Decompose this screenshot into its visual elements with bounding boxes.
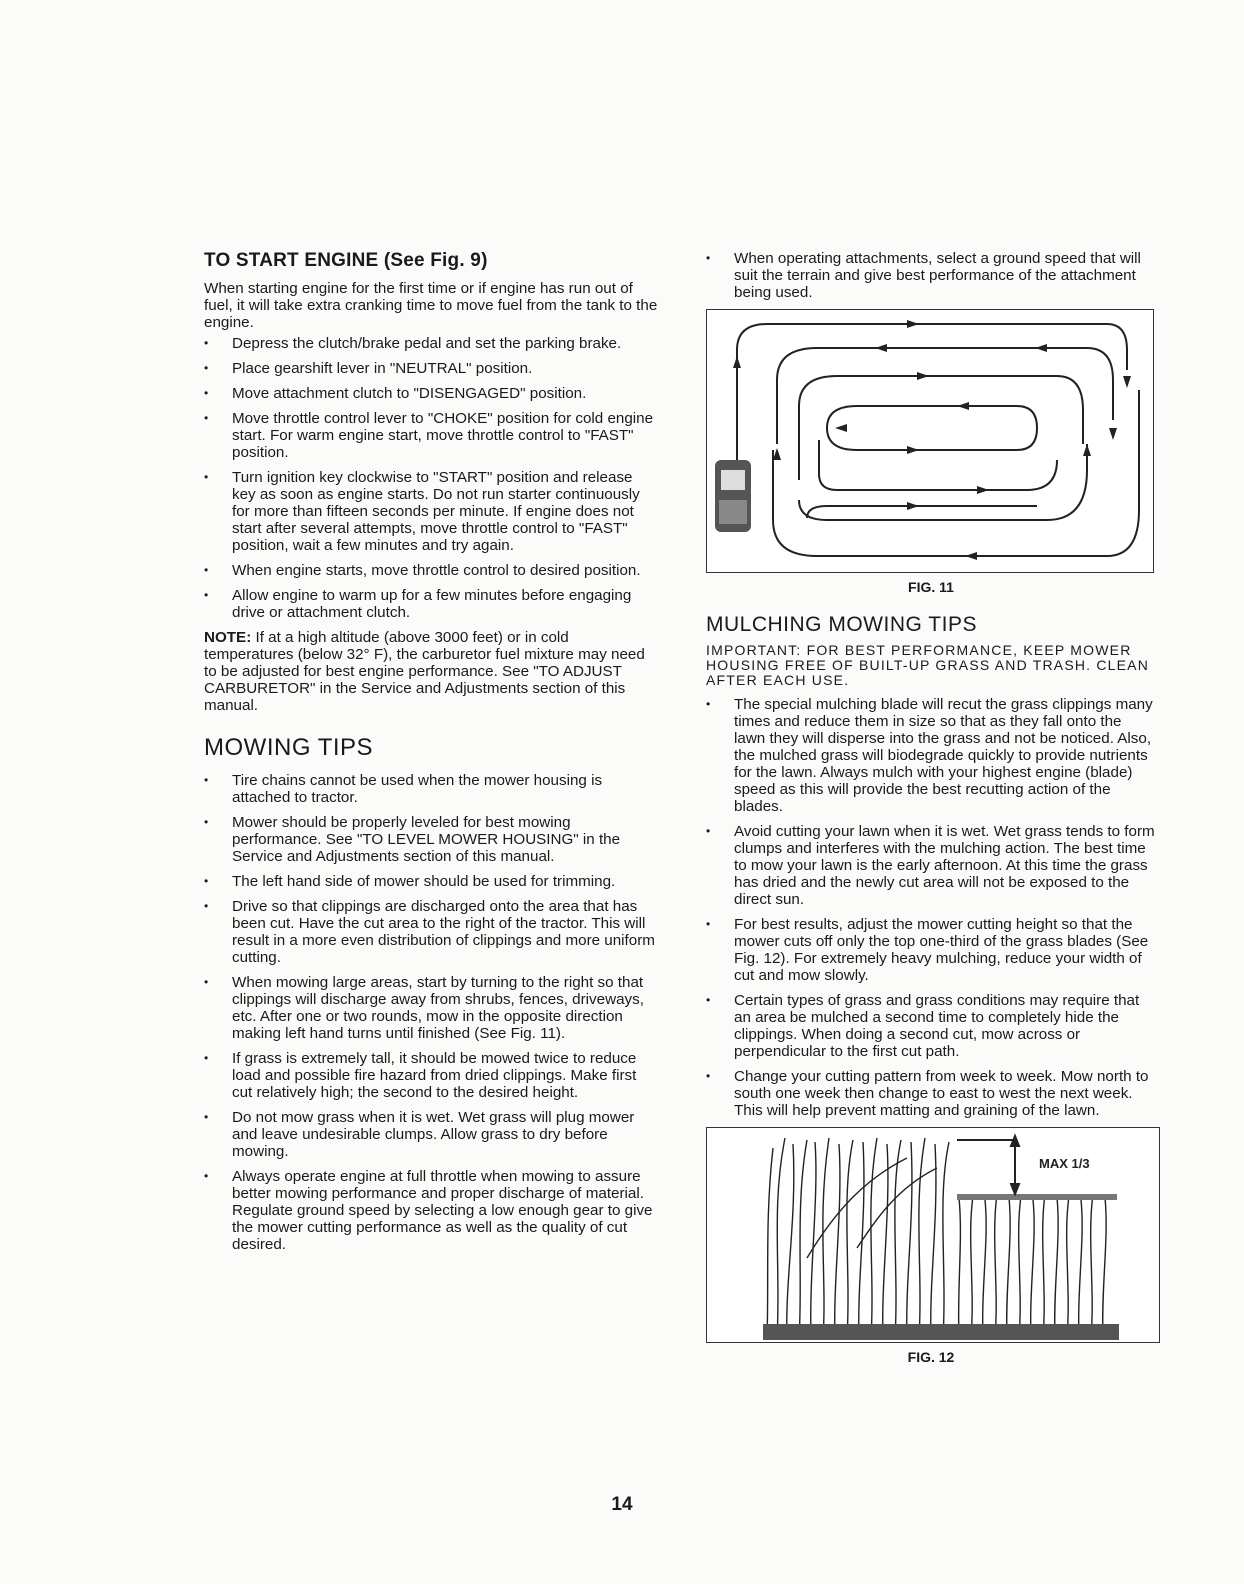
- max-one-third-label: MAX 1/3: [1039, 1156, 1090, 1171]
- list-item: • Tire chains cannot be used when the mower housing is attached to tractor.: [204, 772, 660, 806]
- fig12-grass-height: [706, 1127, 1160, 1343]
- fig11-caption: FIG. 11: [908, 579, 954, 595]
- start-engine-list: [204, 335, 660, 621]
- list-item: • Move attachment clutch to "DISENGAGED" position.: [204, 385, 660, 402]
- mowing-tips-continued: [706, 250, 1156, 301]
- list-item: • Avoid cutting your lawn when it is wet. Wet grass tends to form clumps and interferes with the mulching action. The best time to mow your lawn is the early afternoon. At this time the grass has dried and the newly cut area will not be exposed to the direct sun.: [706, 823, 1156, 908]
- right-column: [706, 250, 1156, 1379]
- list-item: • Turn ignition key clockwise to "START" position and release key as soon as engine starts. Do not run starter continuously for more than fifteen seconds per minute. If engine does not start after several attempts, move throttle control to "FAST" position, wait a few minutes and try again.: [204, 469, 660, 554]
- grass-illustration: [707, 1128, 1159, 1342]
- important-note: IMPORTANT: FOR BEST PERFORMANCE, KEEP MOWER HOUSING FREE OF BUILT-UP GRASS AND TRASH. CLEAN AFTER EACH USE.: [706, 642, 1150, 688]
- fig11-mowing-pattern: [706, 309, 1154, 573]
- mowing-tips-heading: MOWING TIPS: [204, 734, 374, 761]
- mulching-list: [706, 696, 1156, 1119]
- altitude-note: [204, 629, 660, 714]
- list-item: • When mowing large areas, start by turning to the right so that clippings will discharge away from shrubs, fences, driveways, etc. After one or two rounds, mow in the opposite direction making left hand turns until finished (See Fig. 11).: [204, 974, 660, 1042]
- page-number: 14: [611, 1494, 633, 1515]
- mowing-pattern-diagram: [707, 310, 1153, 572]
- mulching-heading: MULCHING MOWING TIPS: [706, 613, 977, 636]
- start-engine-intro: When starting engine for the first time or if engine has run out of fuel, it will take extra cranking time to move fuel from the tank to the engine.: [204, 280, 658, 331]
- list-item: • When engine starts, move throttle control to desired position.: [204, 562, 660, 579]
- list-item: • Place gearshift lever in "NEUTRAL" position.: [204, 360, 660, 377]
- list-item: • The left hand side of mower should be used for trimming.: [204, 873, 660, 890]
- list-item: • The special mulching blade will recut the grass clippings many times and reduce them in size so that as they fall onto the lawn they will disperse into the grass and not be noticed. Also, the mulched grass will biodegrade quickly to provide nutrients for the lawn. Always mulch with your highest engine (blade) speed as this will provide the best recutting action of the blades.: [706, 696, 1156, 815]
- list-item: • Always operate engine at full throttle when mowing to assure better mowing performance and proper discharge of material. Regulate ground speed by selecting a low enough gear to give the mower cutting performance as well as the quality of cut desired.: [204, 1168, 660, 1253]
- note-text: If at a high altitude (above 3000 feet) or in cold temperatures (below 32° F), the carburetor fuel mixture may need to be adjusted for best engine performance. See "TO ADJUST CARBURETOR" in the Service and Adjustments section of this manual.: [204, 629, 645, 714]
- list-item: • Do not mow grass when it is wet. Wet grass will plug mower and leave undesirable clumps. Allow grass to dry before mowing.: [204, 1109, 660, 1160]
- mowing-tips-list: [204, 772, 660, 1253]
- left-column: [204, 250, 660, 1261]
- start-engine-heading: TO START ENGINE (See Fig. 9): [204, 250, 488, 271]
- note-label: NOTE:: [204, 629, 252, 646]
- list-item: • Change your cutting pattern from week to week. Mow north to south one week then change to east to west the next week. This will help prevent matting and graining of the lawn.: [706, 1068, 1156, 1119]
- fig12-caption: FIG. 12: [907, 1349, 955, 1365]
- list-item: • Mower should be properly leveled for best mowing performance. See "TO LEVEL MOWER HOUSING" in the Service and Adjustments section of this manual.: [204, 814, 660, 865]
- list-item: • Move throttle control lever to "CHOKE" position for cold engine start. For warm engine start, move throttle control to "FAST" position.: [204, 410, 660, 461]
- list-item: • When operating attachments, select a ground speed that will suit the terrain and give best performance of the attachment being used.: [706, 250, 1156, 301]
- tractor-icon: [715, 460, 751, 532]
- list-item: • Certain types of grass and grass conditions may require that an area be mulched a second time to completely hide the clippings. When doing a second cut, mow across or perpendicular to the first cut path.: [706, 992, 1156, 1060]
- list-item: • For best results, adjust the mower cutting height so that the mower cuts off only the top one-third of the grass blades (See Fig. 12). For extremely heavy mulching, reduce your width of cut and mow slowly.: [706, 916, 1156, 984]
- list-item: • Depress the clutch/brake pedal and set the parking brake.: [204, 335, 660, 352]
- list-item: • Drive so that clippings are discharged onto the area that has been cut. Have the cut area to the right of the tractor. This will result in a more even distribution of clippings and more uniform cutting.: [204, 898, 660, 966]
- list-item: • Allow engine to warm up for a few minutes before engaging drive or attachment clutch.: [204, 587, 660, 621]
- list-item: • If grass is extremely tall, it should be mowed twice to reduce load and possible fire hazard from dried clippings. Make first cut relatively high; the second to the desired height.: [204, 1050, 660, 1101]
